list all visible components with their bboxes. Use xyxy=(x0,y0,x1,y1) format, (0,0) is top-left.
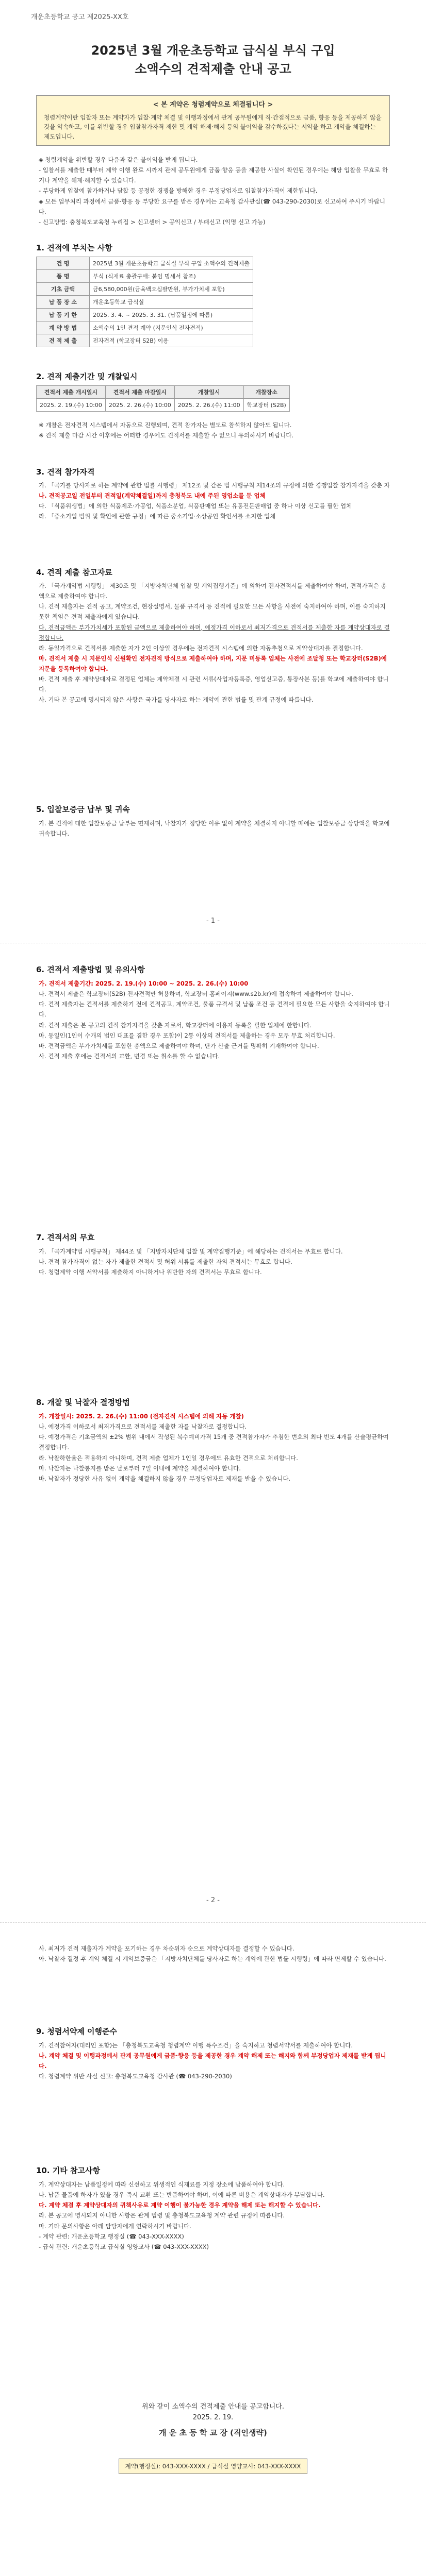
section-2-title: 2. 견적 제출기간 및 개찰일시 xyxy=(36,372,138,381)
intro-bullet: ◈ 모든 업무처리 과정에서 금품·향응 등 부당한 요구를 받은 경우에는 교육청 감사관실(☎ 043-290-2030)로 신고하여 주시기 바랍니다. xyxy=(39,197,385,215)
title-line-1: 2025년 3월 개운초등학교 급식실 부식 구입 xyxy=(91,43,335,58)
intro-bullet: - 입찰서를 제출한 때부터 계약 이행 완료 시까지 관계 공무원에게 금품·향응 등을 제공한 사실이 확인된 경우에는 해당 입찰을 무효로 하거나 계약을 해제·해지할 수 있습니다. xyxy=(39,166,388,184)
title-line-2: 소액수의 견적제출 안내 공고 xyxy=(135,62,291,76)
notice-heading: < 본 계약은 청렴계약으로 체결됩니다 > xyxy=(153,101,273,109)
page-2 xyxy=(0,943,426,1922)
section-7-items: 가. 「국가계약법 시행규칙」 제44조 및 「지방자치단체 입찰 및 계약집행기준」에 해당하는 견적서는 무효로 합니다. 나. 견적 참가자격이 없는 자가 제출한 견적서 및 허위 서류를 제출한 자의 견적서는 무효로 합니다. 다. 청렴계약 이행 서약서를 제출하지 아니하거나 위반한 자의 견적서는 무효로 합니다. xyxy=(39,1248,343,1276)
integrity-notice-box xyxy=(36,95,390,146)
section-6-items: 가. 견적서 제출기간: 2025. 2. 19.(수) 10:00 ~ 2025. 2. 26.(수) 10:00 나. 견적서 제출은 학교장터(S2B) 전자견적만 허용하며, 학교장터 홈페이지(www.s2b.kr)에 접속하여 제출하여야 합니다. 다. 견적 제출자는 견적서를 제출하기 전에 견적공고, 계약조건, 물품 규격서 및 납품 조건 등 견적에 필요한 모든 사항을 숙지하여야 합니다. 라. 견적 제출은 본 공고의 견적 참가자격을 갖춘 자로서, 학교장터에 이용자 등록을 필한 업체에 한합니다. 마. 동일인(1인이 수개의 법인 대표를 겸한 경우 포함)이 2통 이상의 견적서를 제출하는 경우 모두 무효 처리합니다. 바. 견적금액은 부가가치세를 포함한 총액으로 제출하여야 하며, 단가 산출 근거를 명확히 기재하여야 합니다. 사. 견적 제출 후에는 견적서의 교환, 변경 또는 취소를 할 수 없습니다. xyxy=(39,980,390,1060)
section-6-title: 6. 견적서 제출방법 및 유의사항 xyxy=(36,965,145,974)
section-2-notes: ※ 개찰은 전자견적 시스템에서 자동으로 진행되며, 견적 참가자는 별도로 참석하지 않아도 됩니다. ※ 견적 제출 마감 시간 이후에는 어떠한 경우에도 견적서를 제출할 수 없으니 유의하시기 바랍니다. xyxy=(39,421,294,439)
section-1-table xyxy=(36,257,253,347)
section-9-title: 9. 청렴서약제 이행준수 xyxy=(36,2027,117,2036)
table-row: 납 품 기 한 2025. 3. 4. ~ 2025. 3. 31. (납품일정에 따름) xyxy=(37,309,253,321)
table-row: 계 약 방 법 소액수의 1인 견적 계약 (지문인식 전자견적) xyxy=(37,321,253,334)
section-4-title: 4. 견적 제출 참고자료 xyxy=(36,568,112,577)
section-7-title: 7. 견적서의 무효 xyxy=(36,1233,95,1242)
intro-bullet: - 신고방법: 충청북도교육청 누리집 > 신고센터 > 공익신고 / 부패신고 (익명 신고 가능) xyxy=(39,218,266,226)
page-1 xyxy=(0,0,426,943)
section-1-title: 1. 견적에 부치는 사항 xyxy=(36,243,112,252)
section-8-items: 가. 개찰일시: 2025. 2. 26.(수) 11:00 (전자견적 시스템에 의해 자동 개찰) 나. 예정가격 이하로서 최저가격으로 견적서를 제출한 자를 낙찰자로 결정합니다. 다. 예정가격은 기초금액의 ±2% 범위 내에서 작성된 복수예비가격 15개 중 견적참가자가 추첨한 번호의 최다 빈도 4개를 산술평균하여 결정합니다. 라. 낙찰하한율은 적용하지 아니하며, 견적 제출 업체가 1인일 경우에도 유효한 견적으로 처리합니다. 마. 낙찰자는 낙찰통지를 받은 날로부터 7일 이내에 계약을 체결하여야 합니다. 바. 낙찰자가 정당한 사유 없이 계약을 체결하지 않을 경우 부정당업자로 제재를 받을 수 있습니다. xyxy=(39,1413,389,1482)
intro-bullets xyxy=(39,155,390,227)
contact-box: 계약(행정실): 043-XXX-XXXX / 급식실 영양교사: 043-XXX-XXXX xyxy=(119,2459,307,2474)
table-row: 기초 금액 금6,580,000원(금육백오십팔만원, 부가가치세 포함) xyxy=(37,283,253,296)
document-title xyxy=(41,41,385,78)
page-3 xyxy=(0,1923,426,2576)
section-8-continued: 사. 최저가 견적 제출자가 계약을 포기하는 경우 차순위자 순으로 계약상대자를 결정할 수 있습니다. 아. 낙찰자 결정 후 계약 체결 시 계약보증금은 「지방자치단체를 당사자로 하는 계약에 관한 법률 시행령」에 따라 면제할 수 있습니다. xyxy=(39,1945,386,1963)
table-row: 건 명 2025년 3월 개운초등학교 급식실 부식 구입 소액수의 견적제출 xyxy=(37,257,253,270)
section-10-title: 10. 기타 참고사항 xyxy=(36,2166,100,2175)
section-2-table xyxy=(36,385,290,412)
intro-bullet: - 부당하게 입찰에 참가하거나 담합 등 공정한 경쟁을 방해한 경우 부정당업자로 입찰참가자격이 제한됩니다. xyxy=(39,187,318,195)
header-note: 개운초등학교 공고 제2025-XX호 xyxy=(31,13,129,21)
page-number: - 2 - xyxy=(206,1896,220,1904)
section-4-items: 가. 「국가계약법 시행령」 제30조 및 「지방자치단체 입찰 및 계약집행기준」에 의하여 전자견적서를 제출하여야 하며, 견적가격은 총액으로 제출하여야 합니다. 나. 견적 제출자는 견적 공고, 계약조건, 현장설명서, 물품 규격서 등 견적에 필요한 모든 사항을 사전에 숙지하여야 하며, 이를 숙지하지 못한 책임은 견적 제출자에게 있습니다. 다. 견적금액은 부가가치세가 포함된 금액으로 제출하여야 하며, 예정가격 이하로서 최저가격으로 견적서를 제출한 자를 계약상대자로 결정합니다. 라. 동일가격으로 견적서를 제출한 자가 2인 이상일 경우에는 전자견적 시스템에 의한 자동추첨으로 계약상대자를 결정합니다. 마. 견적서 제출 시 지문인식 신원확인 전자견적 방식으로 제출하여야 하며, 지문 미등록 업체는 사전에 조달청 또는 학교장터(S2B)에 지문을 등록하여야 합니다. 바. 견적 제출 후 계약상대자로 결정된 업체는 계약체결 시 관련 서류(사업자등록증, 영업신고증, 통장사본 등)를 학교에 제출하여야 합니다. 사. 기타 본 공고에 명시되지 않은 사항은 국가를 당사자로 하는 계약에 관한 법률 및 관계 규정에 따릅니다. xyxy=(39,582,390,704)
section-8-title: 8. 개찰 및 낙찰자 결정방법 xyxy=(36,1398,130,1407)
section-3-title: 3. 견적 참가자격 xyxy=(36,467,95,477)
page-number: - 1 - xyxy=(206,917,220,925)
section-3-items: 가. 「국가를 당사자로 하는 계약에 관한 법률 시행령」 제12조 및 같은 법 시행규칙 제14조의 규정에 의한 경쟁입찰 참가자격을 갖춘 자 나. 견적공고일 전일부터 견적일(계약체결일)까지 충청북도 내에 주된 영업소를 둔 업체 다. 「식품위생법」에 의한 식품제조·가공업, 식품소분업, 식품판매업 또는 유통전문판매업 중 하나 이상 신고를 필한 업체 라. 「중소기업 범위 및 확인에 관한 규정」에 따른 중소기업·소상공인 확인서를 소지한 업체 xyxy=(39,482,390,520)
section-9-items: 가. 견적참여자(대리인 포함)는 「충청북도교육청 청렴계약 이행 특수조건」을 숙지하고 청렴서약서를 제출하여야 합니다. 나. 계약 체결 및 이행과정에서 관계 공무원에게 금품·향응 등을 제공한 경우 계약 해제 또는 해지와 함께 부정당업자 제재를 받게 됩니다. 다. 청렴계약 위반 사실 신고: 충청북도교육청 감사관 (☎ 043-290-2030) xyxy=(39,2042,386,2080)
table-header-row: 견적서 제출 개시일시 견적서 제출 마감일시 개찰일시 개찰장소 xyxy=(37,386,290,399)
sign-block: 위와 같이 소액수의 견적제출 안내를 공고합니다. 2025. 2. 19. 개 운 초 등 학 교 장 (직인생략) xyxy=(142,2403,284,2437)
section-10-items: 가. 계약상대자는 납품일정에 따라 신선하고 위생적인 식재료를 지정 장소에 납품하여야 합니다. 나. 납품 물품에 하자가 있을 경우 즉시 교환 또는 반품하여야 하며, 이에 따른 비용은 계약상대자가 부담합니다. 다. 계약 체결 후 계약상대자의 귀책사유로 계약 이행이 불가능한 경우 계약을 해제 또는 해지할 수 있습니다. 라. 본 공고에 명시되지 아니한 사항은 관계 법령 및 충청북도교육청 계약 관련 규정에 따릅니다. 마. 기타 문의사항은 아래 담당자에게 연락하시기 바랍니다. - 계약 관련: 개운초등학교 행정실 (☎ 043-XXX-XXXX) - 급식 관련: 개운초등학교 급식실 영양교사 (☎ 043-XXX-XXXX) xyxy=(39,2181,325,2250)
table-row: 2025. 2. 19.(수) 10:00 2025. 2. 26.(수) 10:00 2025. 2. 26.(수) 11:00 학교장터 (S2B) xyxy=(37,399,290,412)
section-5-items: 가. 본 견적에 대한 입찰보증금 납부는 면제하며, 낙찰자가 정당한 이유 없이 계약을 체결하지 아니할 때에는 입찰보증금 상당액을 학교에 귀속합니다. xyxy=(39,820,390,838)
table-row: 견 적 제 출 전자견적 (학교장터 S2B) 이용 xyxy=(37,334,253,347)
table-row: 품 명 부식 (식재료 총괄구매: 붙임 명세서 참조) xyxy=(37,270,253,283)
notice-body: 청렴계약이란 입찰자 또는 계약자가 입찰·계약 체결 및 이행과정에서 관계 공무원에게 직·간접적으로 금품, 향응 등을 제공하지 않을 것을 약속하고, 이를 위반할 경우 입찰참가자격 제한 및 계약 해제·해지 등의 불이익을 감수하겠다는 서약을 하고 계약을 체결하는 제도입니다. xyxy=(44,113,382,140)
intro-bullet: ◈ 청렴계약을 위반할 경우 다음과 같은 불이익을 받게 됩니다. xyxy=(39,156,198,163)
table-row: 납 품 장 소 개운초등학교 급식실 xyxy=(37,296,253,309)
section-5-title: 5. 입찰보증금 납부 및 귀속 xyxy=(36,805,130,814)
